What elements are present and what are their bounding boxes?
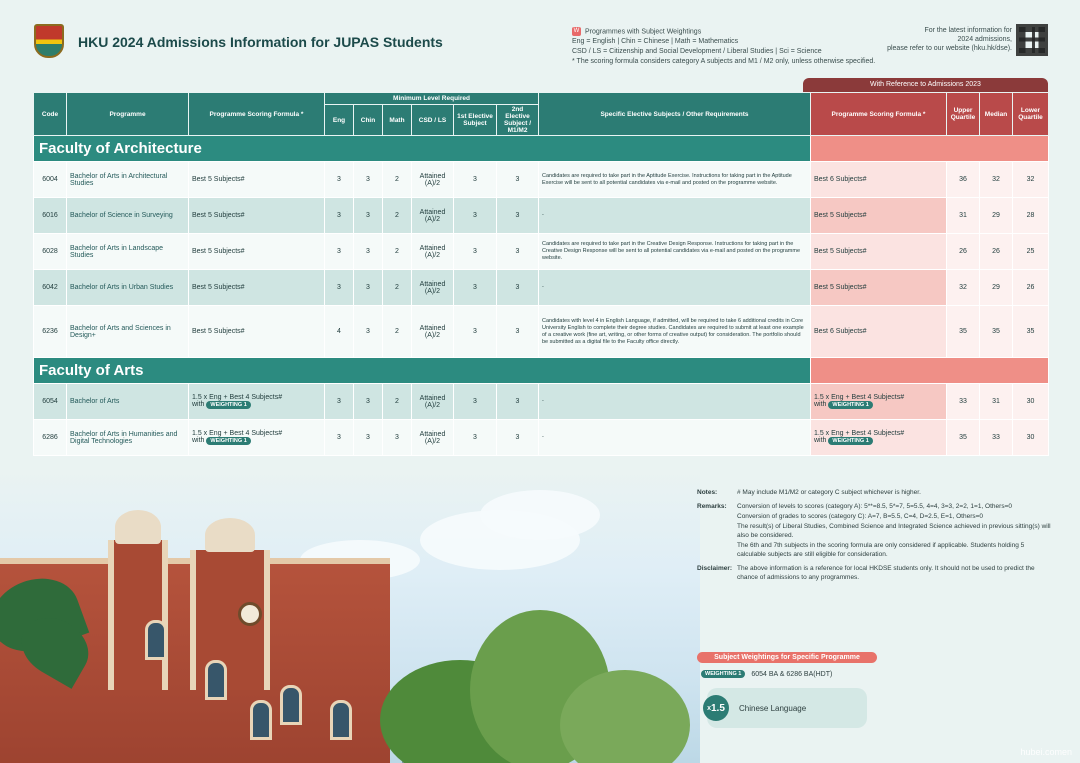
cell-math: 2 [383,384,412,420]
formula-text: Best 5 Subjects# [192,284,245,291]
cell-upper: 33 [947,384,980,420]
cell-requirements: - [539,270,811,306]
qr-code-icon[interactable] [1016,24,1048,56]
cell-e2: 3 [497,420,539,456]
weighting-badge: WEIGHTING 1 [828,401,872,409]
ref-formula-text: Best 6 Subjects# [814,176,867,183]
th-math: Math [383,105,412,136]
cell-chin: 3 [354,306,383,358]
cell-upper: 26 [947,234,980,270]
cell-requirements: Candidates with level 4 in English Language, if admitted, will be required to take 6 additional credits in Core University English to complete their degree studies. Candidates are required to submit at least one example of a creative work (fine art, writing, or other forms of creative output) for consideration. The portfolio should be submitted as a digital file to the Faculty office directly. [539,306,811,358]
cell-math: 2 [383,234,412,270]
cell-requirements: - [539,198,811,234]
cell-chin: 3 [354,198,383,234]
table-row [34,270,1049,306]
cell-median: 29 [980,198,1013,234]
campus-photo [0,470,700,763]
cell-math: 2 [383,162,412,198]
th-min-level: Minimum Level Required [325,93,539,105]
weighting-badge: WEIGHTING 1 [206,437,250,445]
th-lower: Lower Quartile [1013,93,1049,136]
faculty-row-arts [34,358,1049,384]
cell-lower: 35 [1013,306,1049,358]
cell-programme: Bachelor of Science in Surveying [67,198,189,234]
cell-e1: 3 [454,198,497,234]
subject-weightings-box [697,652,877,714]
cell-e2: 3 [497,384,539,420]
ref-formula-text: Best 5 Subjects# [814,212,867,219]
cell-eng: 3 [325,270,354,306]
cell-upper: 35 [947,306,980,358]
ref-formula-text: Best 5 Subjects# [814,248,867,255]
table-row [34,162,1049,198]
weighting-subject: Chinese Language [739,703,807,713]
cell-e2: 3 [497,162,539,198]
cell-math: 2 [383,198,412,234]
cell-csd: Attained (A)/2 [412,420,454,456]
notes-section: Notes: # May include M1/M2 or category C subject whichever is higher. Remarks: Conversion of levels to scores (category A): 5**=8.5, 5*=7, 5=5.5, 4=4, 3=3, 2=2, 1=1, Others=0 Conversion of grades to scores (category C): A=7, B=5.5, C=4, D=2.5, E=1, Others=0 The result(s) of Liberal Studies, Combined Science and Integrated Science achieved in previous sitting(s) will also be considered. The 6th and 7th subjects in the scoring formula are only considered if applicable. Students holding 5 calculable subjects are still eligible for consideration. Disclaimer: The above information is a reference for local HKDSE students only. It should not be used to predict the chance of admissions to any programmes. [697,489,1051,581]
cell-lower: 28 [1013,198,1049,234]
weighting-factor: x 1.5 [703,695,729,721]
cell-ref-formula [811,162,947,198]
cell-chin: 3 [354,384,383,420]
cell-e1: 3 [454,306,497,358]
weighting-badge: WEIGHTING 1 [828,437,872,445]
cell-code: 6028 [34,234,67,270]
cell-programme: Bachelor of Arts in Humanities and Digital Technologies [67,420,189,456]
cell-lower: 30 [1013,420,1049,456]
cell-requirements: - [539,420,811,456]
hku-crest-logo [34,24,64,58]
cell-math: 2 [383,306,412,358]
cell-requirements: Candidates are required to take part in the Creative Design Response. Instructions for taking part in the Creative Design Response will be sent to all potential candidates via e-mail and posted on the programme website. [539,234,811,270]
weightings-title: Subject Weightings for Specific Programme [697,652,877,663]
cell-chin: 3 [354,162,383,198]
ref-formula-text: Best 6 Subjects# [814,328,867,335]
formula-text: Best 5 Subjects# [192,212,245,219]
cell-eng: 3 [325,384,354,420]
cell-upper: 31 [947,198,980,234]
cell-csd: Attained (A)/2 [412,306,454,358]
th-upper: Upper Quartile [947,93,980,136]
cell-e2: 3 [497,270,539,306]
cell-formula [189,234,325,270]
cell-upper: 32 [947,270,980,306]
cell-median: 29 [980,270,1013,306]
table-row [34,420,1049,456]
th-median: Median [980,93,1013,136]
th-programme: Programme [67,93,189,136]
faculty-title: Faculty of Architecture [34,136,811,162]
ref-formula-text: 1.5 x Eng + Best 4 Subjects# [814,430,905,437]
cell-e1: 3 [454,420,497,456]
page-title: HKU 2024 Admissions Information for JUPAS Students [78,34,443,50]
formula-text: 1.5 x Eng + Best 4 Subjects# [192,430,283,437]
cell-code: 6042 [34,270,67,306]
cell-formula [189,306,325,358]
page-header [0,0,1080,86]
cell-code: 6054 [34,384,67,420]
cell-ref-formula [811,306,947,358]
cell-eng: 3 [325,162,354,198]
watermark: hubei.comen [1020,747,1072,757]
cell-formula [189,198,325,234]
weighting-factor-row [707,688,867,728]
th-elective1: 1st Elective Subject [454,105,497,136]
cell-e1: 3 [454,270,497,306]
cell-lower: 30 [1013,384,1049,420]
cell-ref-formula [811,234,947,270]
th-csd: CSD / LS [412,105,454,136]
faculty-row-architecture [34,136,1049,162]
cell-ref-formula [811,198,947,234]
cell-lower: 25 [1013,234,1049,270]
cell-ref-formula [811,270,947,306]
cell-csd: Attained (A)/2 [412,234,454,270]
cell-median: 33 [980,420,1013,456]
th-eng: Eng [325,105,354,136]
cell-median: 32 [980,162,1013,198]
cell-e2: 3 [497,306,539,358]
table-row [34,306,1049,358]
cell-eng: 3 [325,234,354,270]
weighting-programmes: 6054 BA & 6286 BA(HDT) [751,670,833,678]
cell-median: 35 [980,306,1013,358]
formula-text: Best 5 Subjects# [192,328,245,335]
cell-programme: Bachelor of Arts and Sciences in Design+ [67,306,189,358]
cell-requirements: - [539,384,811,420]
cell-ref-formula: 1.5 x Eng + Best 4 Subjects# with WEIGHTING 1 [811,420,947,456]
table-row [34,198,1049,234]
cell-programme: Bachelor of Arts [67,384,189,420]
ref-formula-text: Best 5 Subjects# [814,284,867,291]
cell-formula: 1.5 x Eng + Best 4 Subjects# with WEIGHTING 1 [189,420,325,456]
cell-code: 6236 [34,306,67,358]
ref-formula-text: 1.5 x Eng + Best 4 Subjects# [814,394,905,401]
cell-code: 6016 [34,198,67,234]
cell-e1: 3 [454,234,497,270]
cell-lower: 32 [1013,162,1049,198]
reference-2023-tab: With Reference to Admissions 2023 [803,78,1048,92]
cell-formula: 1.5 x Eng + Best 4 Subjects# with WEIGHTING 1 [189,384,325,420]
cell-median: 31 [980,384,1013,420]
cell-chin: 3 [354,270,383,306]
th-ref-formula: Programme Scoring Formula * [811,93,947,136]
cell-eng: 3 [325,198,354,234]
th-code: Code [34,93,67,136]
cell-programme: Bachelor of Arts in Urban Studies [67,270,189,306]
cell-e1: 3 [454,162,497,198]
cell-lower: 26 [1013,270,1049,306]
cell-code: 6286 [34,420,67,456]
cell-eng: 4 [325,306,354,358]
cell-programme: Bachelor of Arts in Landscape Studies [67,234,189,270]
cell-requirements: Candidates are required to take part in the Aptitude Exercise. Instructions for taking part in the Aptitude Exercise will be sent to all potential candidates via e-mail and posted on the programme website. [539,162,811,198]
cell-csd: Attained (A)/2 [412,270,454,306]
th-elective2: 2nd Elective Subject / M1/M2 [497,105,539,136]
weighting-marker-icon: W [573,28,580,34]
cell-e1: 3 [454,384,497,420]
formula-text: Best 5 Subjects# [192,176,245,183]
cell-e2: 3 [497,234,539,270]
th-specific: Specific Elective Subjects / Other Requirements [539,93,811,136]
cell-programme: Bachelor of Arts in Architectural Studies [67,162,189,198]
cell-math: 3 [383,420,412,456]
cell-code: 6004 [34,162,67,198]
cell-upper: 35 [947,420,980,456]
cell-upper: 36 [947,162,980,198]
cell-csd: Attained (A)/2 [412,162,454,198]
cell-formula [189,270,325,306]
weighting-badge: WEIGHTING 1 [206,401,250,409]
cell-ref-formula: 1.5 x Eng + Best 4 Subjects# with WEIGHTING 1 [811,384,947,420]
formula-text: Best 5 Subjects# [192,248,245,255]
cell-formula [189,162,325,198]
faculty-title: Faculty of Arts [34,358,811,384]
cell-chin: 3 [354,420,383,456]
cell-csd: Attained (A)/2 [412,198,454,234]
cell-math: 2 [383,270,412,306]
admissions-table [33,92,1049,456]
cell-eng: 3 [325,420,354,456]
cell-e2: 3 [497,198,539,234]
table-row [34,234,1049,270]
cell-csd: Attained (A)/2 [412,384,454,420]
table-row [34,384,1049,420]
cell-median: 26 [980,234,1013,270]
subject-legend: W Programmes with Subject Weightings Eng = English | Chin = Chinese | Math = Mathematics CSD / LS = Citizenship and Social Development / Liberal Studies | Sci = Science * The scoring formula considers category A subjects and M1 / M2 only, unless otherwise specified. [572,28,876,66]
latest-info: For the latest information for 2024 admissions, please refer to our website (hku.hk/dse). [887,27,1012,52]
formula-text: 1.5 x Eng + Best 4 Subjects# [192,394,283,401]
weighting-badge: WEIGHTING 1 [701,670,745,678]
th-formula: Programme Scoring Formula * [189,93,325,136]
th-chin: Chin [354,105,383,136]
cell-chin: 3 [354,234,383,270]
